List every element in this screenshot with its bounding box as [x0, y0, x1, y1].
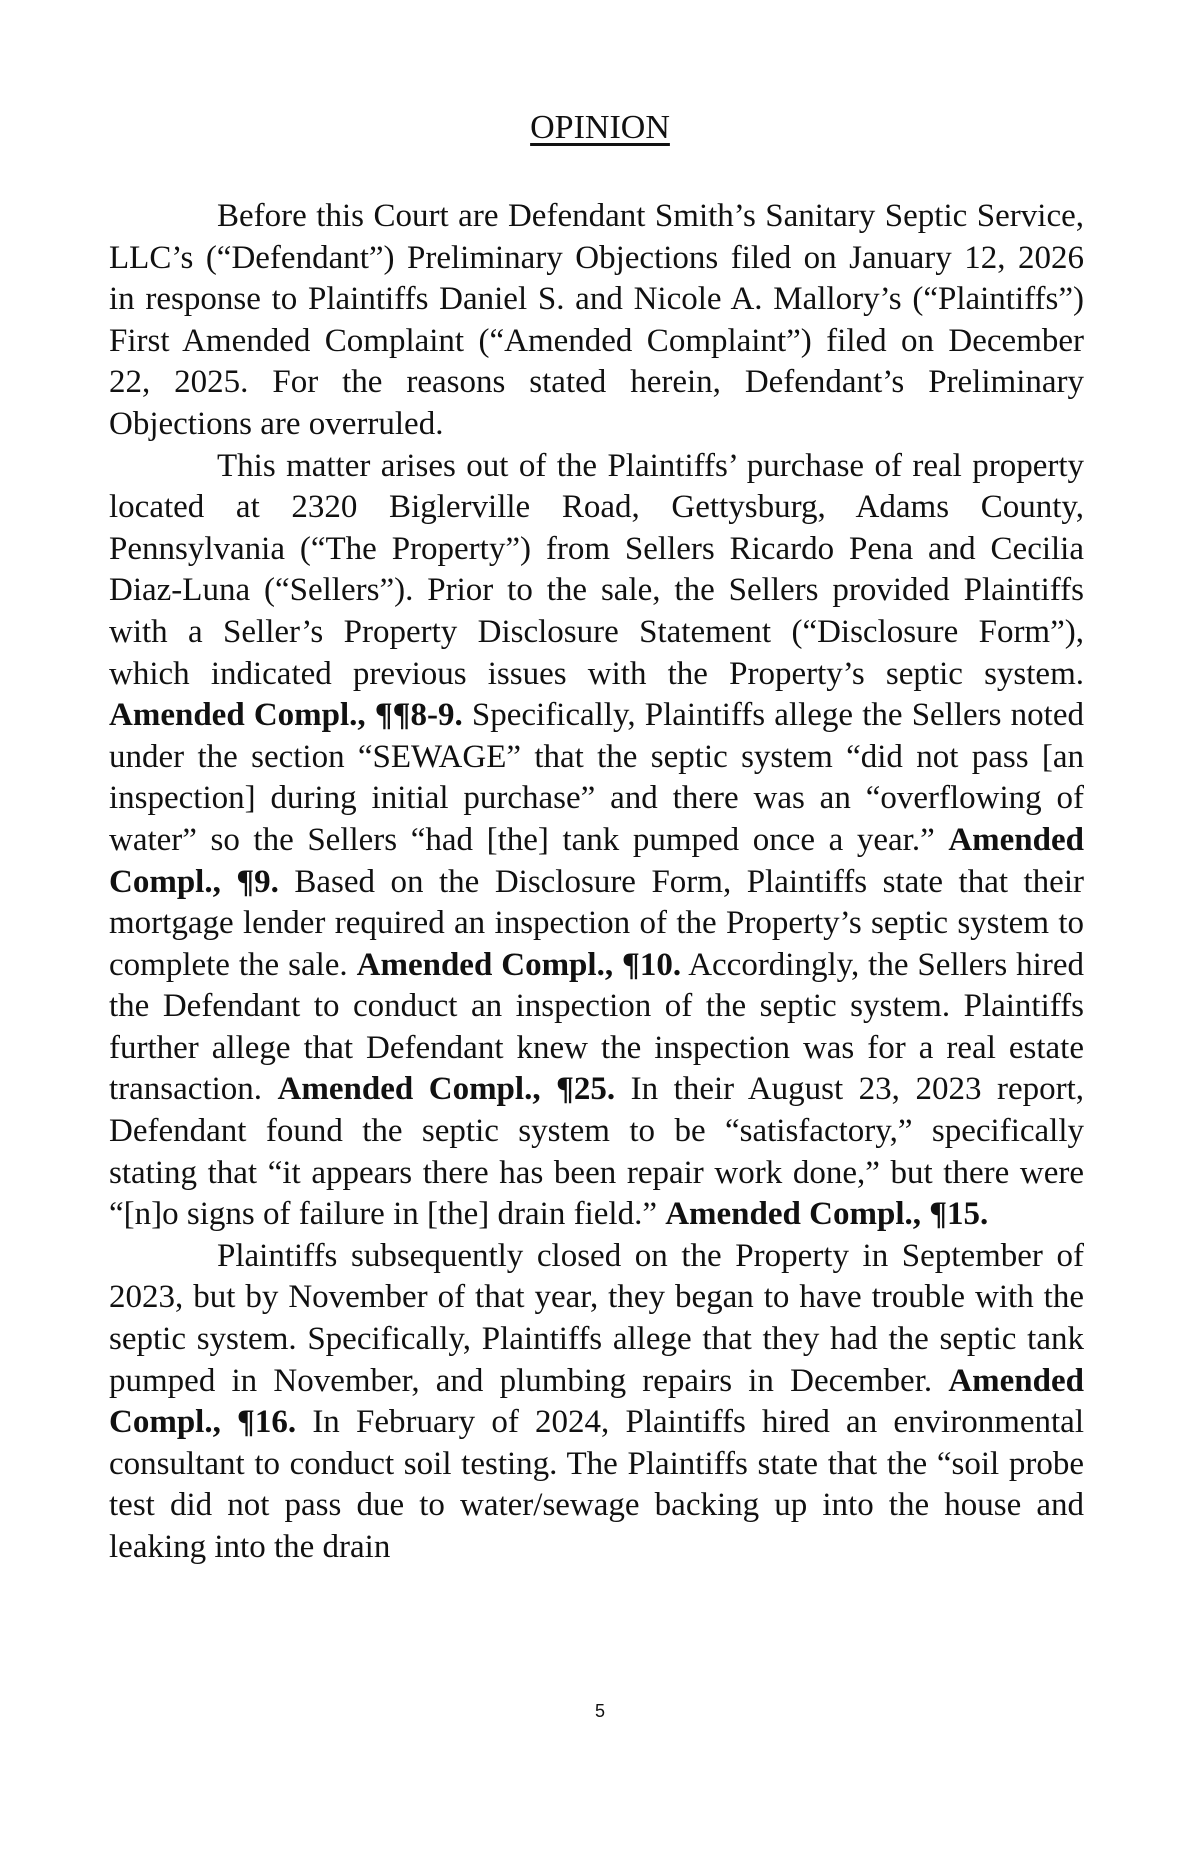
paragraph-text: In February of 2024, Plaintiffs hired an environmental consultant to conduct soil testing. The Plaintiffs state that the “soil probe test did not pass due to water/sewage backing up into the house and leaking into the drain: [109, 1404, 1085, 1565]
paragraph-1: [109, 196, 1084, 446]
citation: Amended Compl., ¶15.: [665, 1196, 989, 1233]
paragraph-2: [109, 446, 1084, 1236]
paragraph-3: [109, 1236, 1084, 1569]
citation: Amended Compl., ¶10.: [356, 946, 682, 983]
paragraph-text: This matter arises out of the Plaintiffs’ purchase of real property located at 2320 Biglerville Road, Gettysburg, Adams County, Pennsylvania (“The Property”) from Sellers Ricardo Pena and Cecilia Diaz-Luna (“Sellers”). Prior to the sale, the Sellers provided Plaintiffs with a Seller’s Property Disclosure Statement (“Disclosure Form”), which indicated previous issues with the Property’s septic system.: [109, 447, 1084, 692]
citation: Amended Compl., ¶9.: [109, 821, 1084, 900]
paragraph-text: In their August 23, 2023 report, Defendant found the septic system to be “satisfactory,” specifically stating that “it appears there has been repair work done,” but there were “[n]o signs of failure in [the] drain field.”: [109, 1071, 1084, 1233]
paragraph-text: Based on the Disclosure Form, Plaintiffs state that their mortgage lender required an inspection of the Property’s septic system to complete the sale.: [109, 863, 1084, 983]
paragraph-text: Plaintiffs subsequently closed on the Property in September of 2023, but by November of that year, they began to have trouble with the septic system. Specifically, Plaintiffs allege that they had the septic tank pumped in November, and plumbing repairs in December.: [109, 1237, 1084, 1399]
citation: Amended Compl., ¶16.: [109, 1362, 1084, 1441]
citation: Amended Compl., ¶¶8-9.: [109, 697, 463, 734]
page-number: 5: [594, 1701, 605, 1721]
citation: Amended Compl., ¶25.: [277, 1071, 616, 1108]
opinion-heading: [0, 108, 1200, 148]
paragraph-text: Specifically, Plaintiffs allege the Sellers noted under the section “SEWAGE” that the septic system “did not pass [an inspection] during initial purchase” and there was an “overflowing of water” so the Sellers “had [the] tank pumped once a year.”: [109, 697, 1084, 858]
opinion-body: [109, 196, 1084, 1569]
paragraph-text: Accordingly, the Sellers hired the Defendant to conduct an inspection of the septic system. Plaintiffs further allege that Defendant knew the inspection was for a real estate transaction.: [109, 946, 1084, 1108]
paragraph-text: Before this Court are Defendant Smith’s Sanitary Septic Service, LLC’s (“Defendant”) Preliminary Objections filed on January 12, 2026 in response to Plaintiffs Daniel S. and Nicole A. Mallory’s (“Plaintiffs”) First Amended Complaint (“Amended Complaint”) filed on December 22, 2025. For the reasons stated herein, Defendant’s Preliminary Objections are overruled.: [109, 198, 1084, 442]
opinion-heading-text: OPINION: [530, 109, 670, 146]
